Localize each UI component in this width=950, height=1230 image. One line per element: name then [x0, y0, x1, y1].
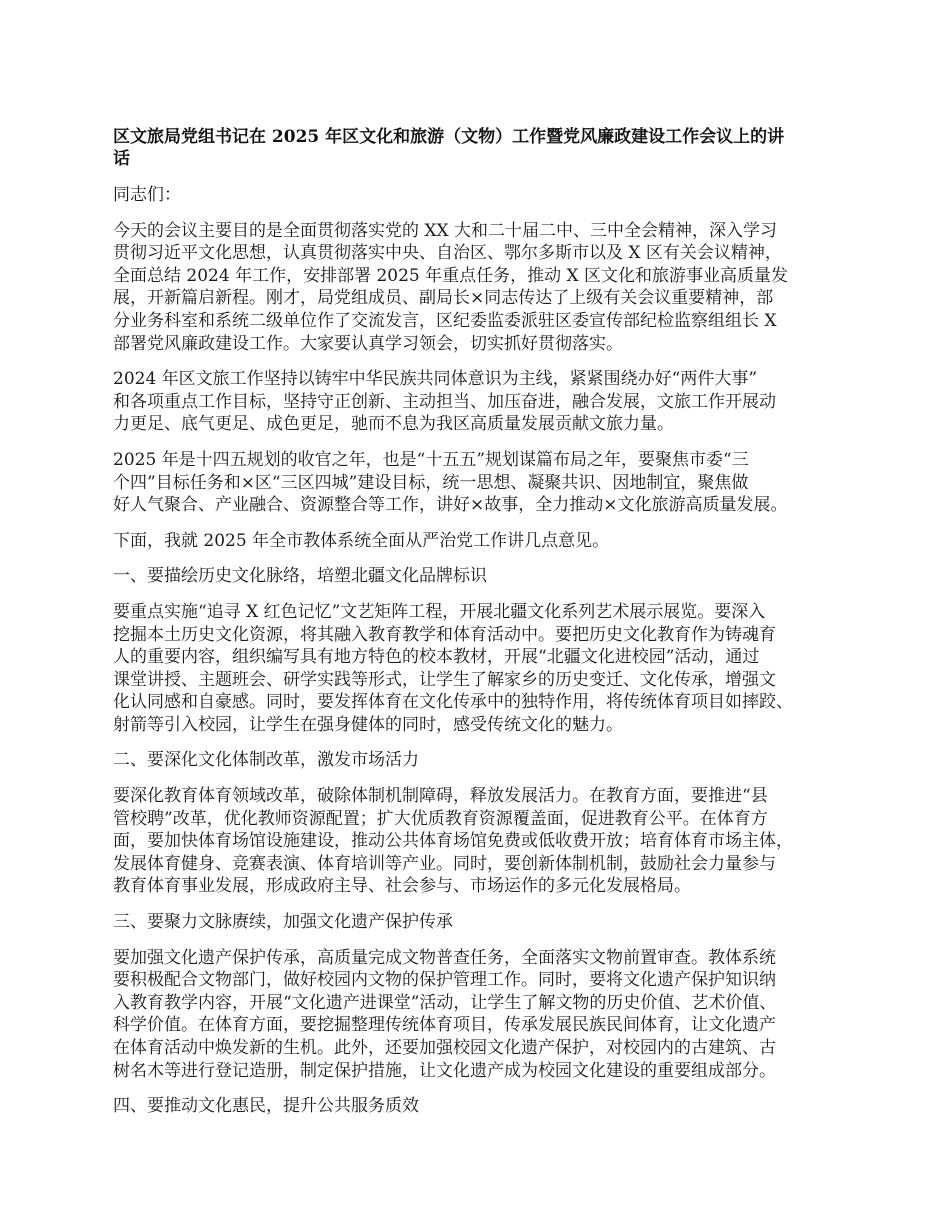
text-line: 面，要加快体育场馆设施建设，推动公共体育场馆免费或低收费开放；培育体育市场主体，: [113, 831, 793, 852]
text-line: 射箭等引入校园，让学生在强身健体的同时，感受传统文化的魅力。: [113, 714, 623, 735]
text-line: 要重点实施“追寻 X 红色记忆”文艺矩阵工程，开展北疆文化系列艺术展示展览。要深入: [113, 601, 766, 622]
section-heading: [113, 565, 853, 588]
paragraph: [113, 530, 853, 553]
text-line: 发展体育健身、竞赛表演、体育培训等产业。同时，要创新体制机制，鼓励社会力量参与: [113, 853, 776, 874]
text-line: 今天的会议主要目的是全面贯彻落实党的 XX 大和二十届二中、三中全会精神，深入学习: [113, 220, 778, 241]
text-line: 人的重要内容，组织编写具有地方特色的校本教材，开展“北疆文化进校园”活动，通过: [113, 647, 760, 668]
paragraph: [113, 220, 853, 356]
text-line: 一、要描绘历史文化脉络，培塑北疆文化品牌标识: [113, 566, 487, 587]
text-line: 个四”目标任务和×区“三区四城”建设目标，统一思想、凝聚共识、因地制宜，聚焦做: [113, 472, 749, 493]
text-line: 管校聘”改革，优化教师资源配置；扩大优质教育资源覆盖面，促进教育公平。在体育方: [113, 808, 768, 829]
document-title: [113, 126, 853, 170]
paragraph: [113, 368, 853, 436]
text-line: 好人气聚合、产业融合、资源整合等工作，讲好×故事，全力推动×文化旅游高质量发展。: [113, 495, 788, 516]
paragraph: [113, 785, 853, 898]
title-line: 话: [113, 149, 130, 169]
text-line: 挖掘本土历史文化资源，将其融入教育教学和体育活动中。要把历史文化教育作为铸魂育: [113, 624, 776, 645]
text-line: 入教育教学内容，开展“文化遗产进课堂”活动，让学生了解文物的历史价值、艺术价值、: [113, 992, 777, 1013]
paragraph: [113, 947, 853, 1083]
paragraph: [113, 449, 853, 517]
text-line: 树名木等进行登记造册，制定保护措施，让文化遗产成为校园文化建设的重要组成部分。: [113, 1060, 776, 1081]
text-line: 展，开新篇启新程。刚才，局党组成员、副局长×同志传达了上级有关会议重要精神，部: [113, 288, 774, 309]
section-heading: [113, 1095, 853, 1118]
section-heading: [113, 749, 853, 772]
document-body: [113, 220, 853, 1118]
text-line: 全面总结 2024 年工作，安排部署 2025 年重点任务，推动 X 区文化和旅游事业高质量发: [113, 265, 789, 286]
text-line: 2025 年是十四五规划的收官之年，也是“十五五”规划谋篇布局之年，要聚焦市委“三: [113, 449, 749, 470]
salutation: 同志们：: [113, 185, 181, 205]
text-line: 在体育活动中焕发新的生机。此外，还要加强校园文化遗产保护，对校园内的古建筑、古: [113, 1038, 776, 1058]
text-line: 力更足、底气更足、成色更足，驰而不息为我区高质量发展贡献文旅力量。: [113, 414, 674, 435]
text-line: 要深化教育体育领域改革，破除体制机制障碍，释放发展活力。在教育方面，要推进“县: [113, 786, 768, 807]
text-line: 科学价值。在体育方面，要挖掘整理传统体育项目，传承发展民族民间体育，让文化遗产: [113, 1015, 776, 1036]
text-line: 和各项重点工作目标，坚持守正创新、主动担当、加压奋进，融合发展，文旅工作开展动: [113, 391, 776, 412]
text-line: 二、要深化文化体制改革，激发市场活力: [113, 750, 419, 771]
text-line: 化认同感和自豪感。同时，要发挥体育在文化传承中的独特作用，将传统体育项目如摔跤、: [113, 692, 793, 713]
text-line: 贯彻习近平文化思想，认真贯彻落实中央、自治区、鄂尔多斯市以及 X 区有关会议精神，: [113, 243, 782, 264]
document-page: [113, 126, 853, 1131]
section-heading: [113, 911, 853, 934]
title-line: 区文旅局党组书记在 2025 年区文化和旅游（文物）工作暨党风廉政建设工作会议上的讲: [113, 127, 785, 147]
text-line: 三、要聚力文脉赓续，加强文化遗产保护传承: [113, 912, 453, 933]
text-line: 分业务科室和系统二级单位作了交流发言，区纪委监委派驻区委宣传部纪检监察组组长 X: [113, 310, 777, 331]
text-line: 下面，我就 2025 年全市教体系统全面从严治党工作讲几点意见。: [113, 530, 610, 551]
text-line: 四、要推动文化惠民，提升公共服务质效: [113, 1096, 419, 1117]
text-line: 要加强文化遗产保护传承，高质量完成文物普查任务，全面落实文物前置审查。教体系统: [113, 947, 776, 968]
text-line: 要积极配合文物部门，做好校园内文物的保护管理工作。同时，要将文化遗产保护知识纳: [113, 970, 776, 991]
paragraph: [113, 601, 853, 737]
text-line: 2024 年区文旅工作坚持以铸牢中华民族共同体意识为主线，紧紧围绕办好“两件大事”: [113, 369, 758, 390]
text-line: 部署党风廉政建设工作。大家要认真学习领会，切实抓好贯彻落实。: [113, 333, 623, 354]
text-line: 教育体育事业发展，形成政府主导、社会参与、市场运作的多元化发展格局。: [113, 876, 691, 897]
text-line: 课堂讲授、主题班会、研学实践等形式，让学生了解家乡的历史变迁、文化传承，增强文: [113, 669, 776, 690]
